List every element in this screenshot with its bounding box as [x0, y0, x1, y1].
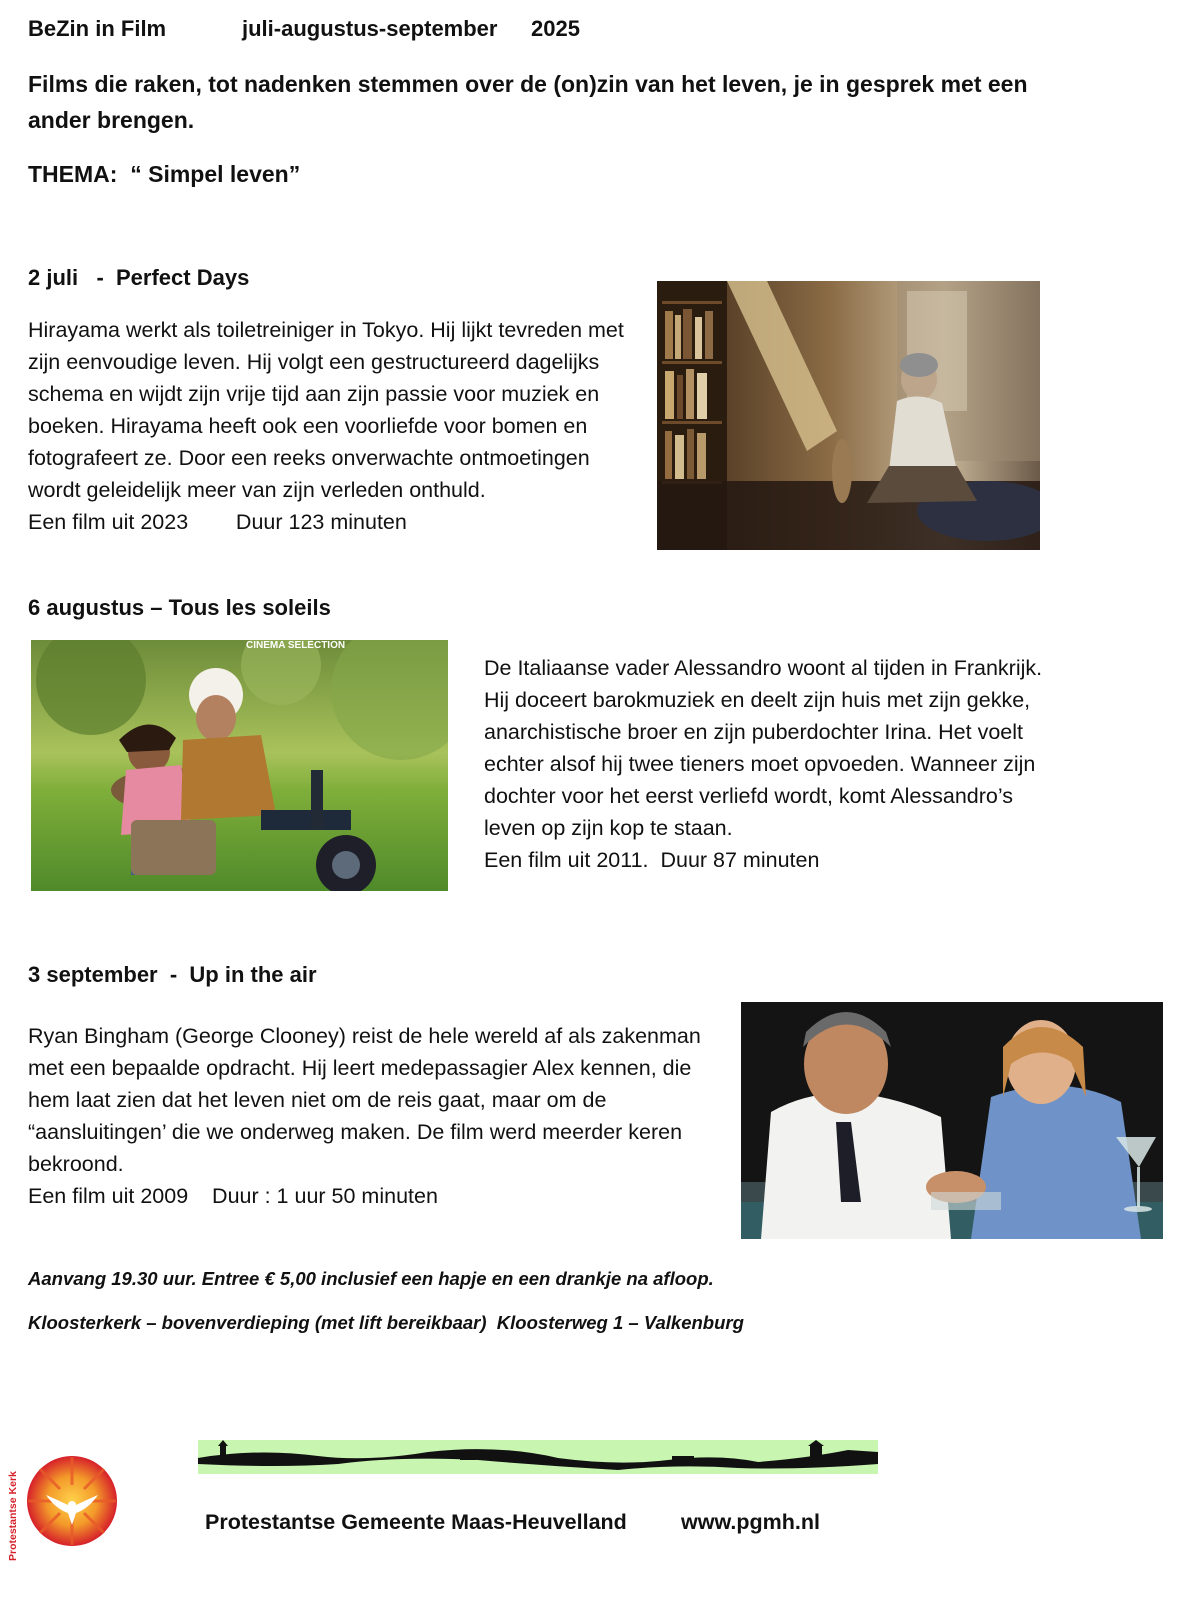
film-2-image-caption: CINEMA SELECTION — [246, 640, 346, 651]
film-1-description: Hirayama werkt als toiletreiniger in Tokyo. Hij lijkt tevreden met zijn eenvoudige leven. Hij volgt een gestructureerd dagelijks schema en wijdt zijn vrije tijd aan zijn passie voor muziek en boeken. Hirayama heeft ook een voorliefde voor bomen en fotografeert ze. Door een reeks onverwachte ontmoetingen wordt geleidelijk meer van zijn verleden onthuld. — [28, 318, 624, 502]
landscape-silhouette-icon — [198, 1440, 878, 1474]
location-note: Kloosterkerk – bovenverdieping (met lift bereikbaar) Kloosterweg 1 – Valkenburg — [28, 1312, 744, 1333]
film-3-still-illustration — [741, 1002, 1163, 1239]
logo-vertical-text-graphic — [3, 1453, 21, 1563]
website-link[interactable]: www.pgmh.nl — [681, 1510, 820, 1534]
organisation-name: Protestantse Gemeente Maas-Heuvelland — [205, 1510, 627, 1534]
film-1-meta: Een film uit 2023 Duur 123 minuten — [28, 510, 407, 534]
film-2-heading: 6 augustus – Tous les soleils — [28, 595, 331, 620]
theme-label: THEMA: “ Simpel leven” — [28, 161, 301, 187]
church-logo-icon — [26, 1455, 118, 1547]
logo-vertical-label — [3, 1453, 21, 1563]
year-label: 2025 — [531, 16, 580, 41]
film-3-still-photo — [741, 1002, 1163, 1239]
series-title: BeZin in Film — [28, 16, 167, 41]
film-1-heading: 2 juli - Perfect Days — [28, 265, 250, 290]
film-2-block — [484, 652, 1069, 876]
film-2-still-illustration — [31, 640, 448, 891]
film-2-still-photo — [31, 640, 448, 891]
film-1-block — [28, 314, 638, 538]
film-2-description: De Italiaanse vader Alessandro woont al tijden in Frankrijk. Hij doceert barokmuziek en deelt zijn huis met zijn gekke, anarchistische broer en zijn puberdochter Irina. Het voelt echter alsof hij twee tieners moet opvoeden. Wanneer zijn dochter voor het eerst verliefd wordt, komt Alessandro’s leven op zijn kop te staan. — [484, 656, 1043, 840]
film-3-heading: 3 september - Up in the air — [28, 962, 317, 987]
film-1-still-illustration — [657, 281, 1040, 550]
sun-dove-icon — [26, 1455, 118, 1547]
svg-text:Protestantse Kerk: Protestantse Kerk — [7, 1471, 19, 1561]
film-3-block — [28, 1020, 723, 1212]
landscape-banner — [198, 1440, 878, 1474]
period-label: juli-augustus-september — [242, 16, 498, 41]
film-1-still-photo — [657, 281, 1040, 550]
time-and-price-note: Aanvang 19.30 uur. Entree € 5,00 inclusief een hapje en een drankje na afloop. — [28, 1268, 714, 1289]
intro-text: Films die raken, tot nadenken stemmen over de (on)zin van het leven, je in gesprek met een ander brengen. — [28, 71, 1028, 133]
film-3-meta: Een film uit 2009 Duur : 1 uur 50 minuten — [28, 1184, 438, 1208]
film-2-meta: Een film uit 2011. Duur 87 minuten — [484, 848, 820, 872]
film-3-description: Ryan Bingham (George Clooney) reist de hele wereld af als zakenman met een bepaalde opdracht. Hij leert medepassagier Alex kennen, die hem laat zien dat het leven niet om de reis gaat, maar om de “aansluitingen’ die we onderweg maken. De film werd meerder keren bekroond. — [28, 1024, 701, 1176]
